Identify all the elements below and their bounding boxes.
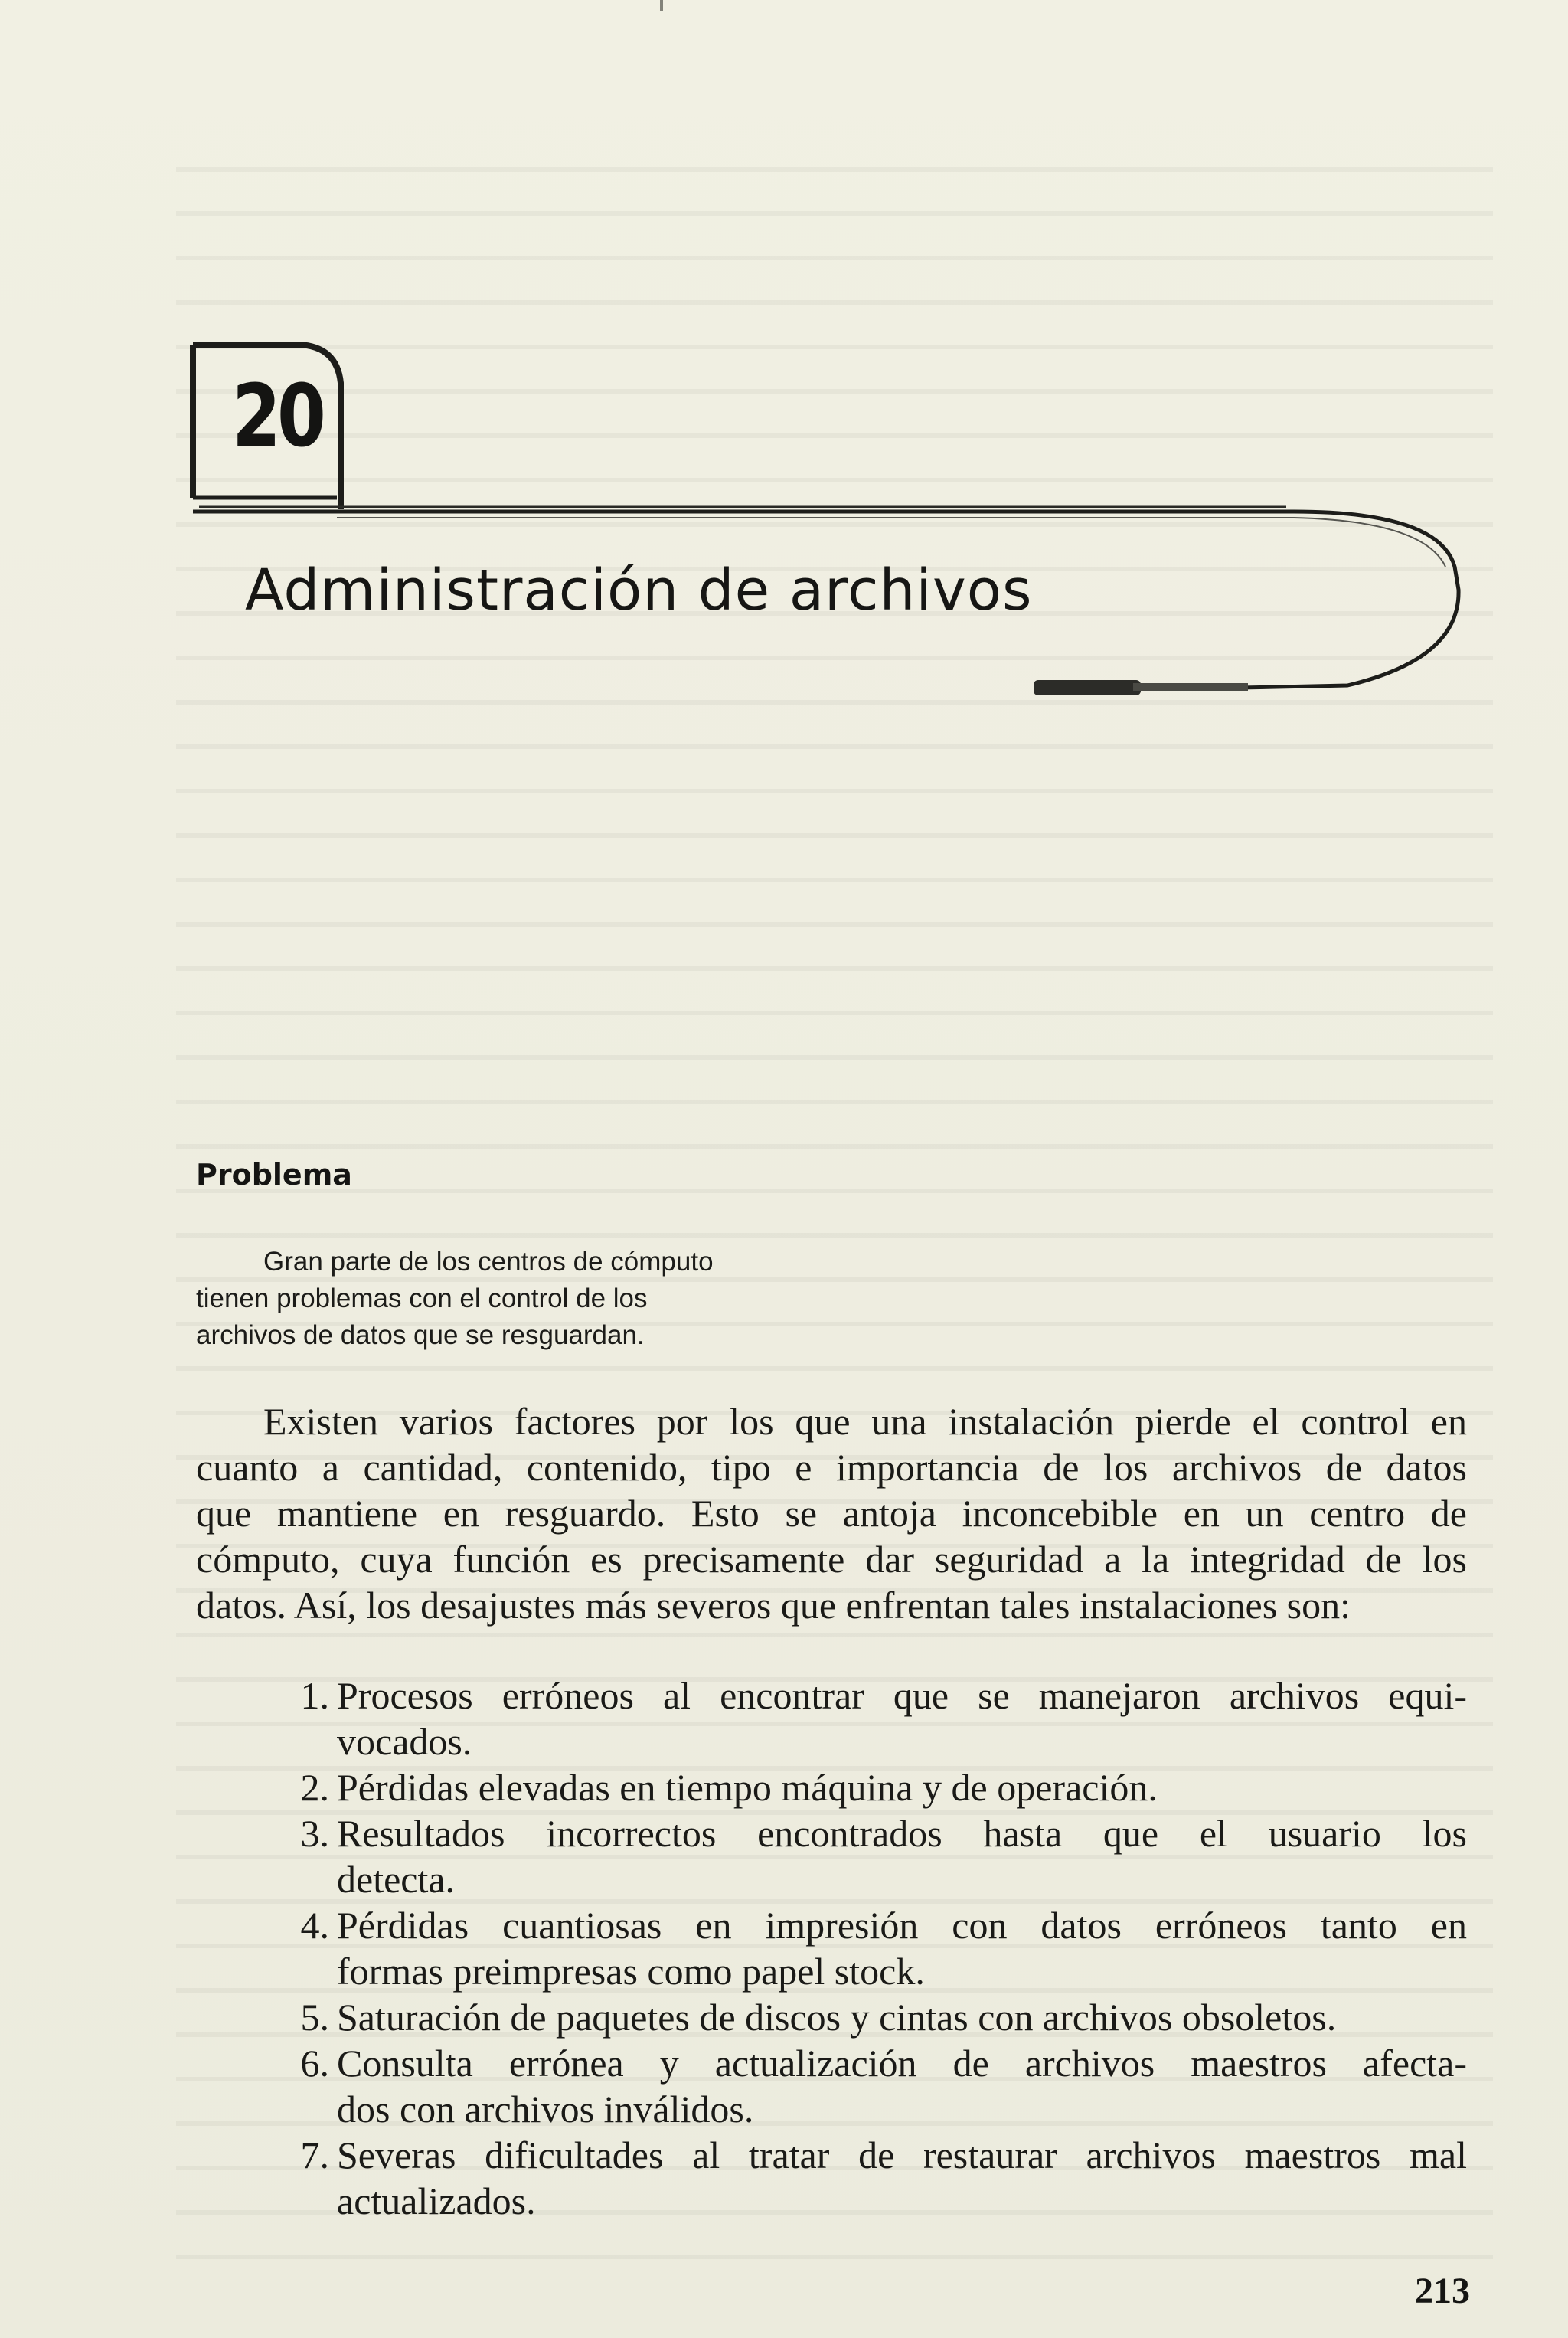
list-item xyxy=(196,1673,1467,1764)
paragraph-line: cuanto a cantidad, contenido, tipo e importancia de los archivos de datos xyxy=(196,1446,1467,1489)
list-item-line: Pérdidas elevadas en tiempo máquina y de operación. xyxy=(337,1766,1158,1809)
list-item-number: 5. xyxy=(300,1996,329,2039)
paragraph-line: Existen varios factores por los que una instalación pierde el control en xyxy=(263,1400,1467,1443)
list-item-number: 6. xyxy=(300,2042,329,2085)
numbered-list xyxy=(196,1673,1467,2224)
problem-line: tienen problemas con el control de los xyxy=(196,1283,648,1313)
list-item-line: detecta. xyxy=(337,1858,456,1901)
list-item-line: Resultados incorrectos encontrados hasta que el usuario los xyxy=(337,1812,1467,1855)
body-paragraph xyxy=(196,1398,1467,1628)
list-item-line: actualizados. xyxy=(337,2179,536,2222)
chapter-number: 20 xyxy=(232,367,322,466)
paragraph-line: datos. Así, los desajustes más severos que enfrentan tales instalaciones son: xyxy=(196,1584,1351,1627)
list-item-number: 2. xyxy=(300,1766,329,1809)
list-item xyxy=(196,1764,1467,1810)
list-item xyxy=(196,2132,1467,2224)
list-item-number: 1. xyxy=(300,1674,329,1717)
list-item xyxy=(196,1810,1467,1902)
list-item xyxy=(196,2040,1467,2132)
page-number: 213 xyxy=(1415,2271,1470,2311)
chapter-title: Administración de archivos xyxy=(245,558,1033,623)
list-item-line: formas preimpresas como papel stock. xyxy=(337,1950,925,1993)
list-item-line: Pérdidas cuantiosas en impresión con datos erróneos tanto en xyxy=(337,1904,1467,1947)
list-item-line: vocados. xyxy=(337,1720,472,1763)
list-item-line: dos con archivos inválidos. xyxy=(337,2088,754,2130)
scan-mark xyxy=(660,0,663,11)
list-item-line: Procesos erróneos al encontrar que se manejaron archivos equi- xyxy=(337,1674,1467,1717)
list-item-number: 3. xyxy=(300,1812,329,1855)
problem-line: archivos de datos que se resguardan. xyxy=(196,1320,645,1350)
problem-statement xyxy=(196,1244,854,1354)
paragraph-line: cómputo, cuya función es precisamente dar seguridad a la integridad de los xyxy=(196,1538,1467,1581)
list-item-line: Saturación de paquetes de discos y cintas con archivos obsoletos. xyxy=(337,1996,1337,2039)
chapter-ornament xyxy=(184,337,1485,705)
list-item-number: 7. xyxy=(300,2134,329,2176)
paragraph-line: que mantiene en resguardo. Esto se antoja inconcebible en un centro de xyxy=(196,1492,1467,1535)
problem-line: Gran parte de los centros de cómputo xyxy=(263,1247,714,1277)
list-item-line: Severas dificultades al tratar de restaurar archivos maestros mal xyxy=(337,2134,1467,2176)
list-item xyxy=(196,1994,1467,2040)
list-item xyxy=(196,1902,1467,1994)
list-item-line: Consulta errónea y actualización de archivos maestros afecta- xyxy=(337,2042,1467,2085)
list-item-number: 4. xyxy=(300,1904,329,1947)
problem-heading: Problema xyxy=(196,1158,352,1192)
